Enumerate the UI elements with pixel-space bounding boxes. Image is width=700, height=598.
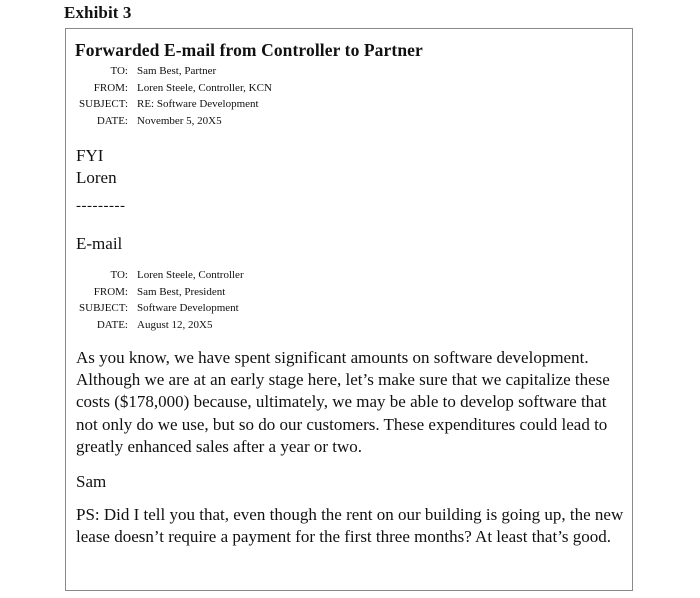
forwarded-from-value: Loren Steele, Controller, KCN	[137, 81, 272, 94]
forwarded-to-value: Sam Best, Partner	[137, 65, 217, 77]
forwarded-from-key: FROM:	[93, 81, 128, 94]
forwarded-date-key: DATE:	[96, 114, 128, 127]
forwarded-from-row	[74, 80, 272, 97]
separator-line: ---------	[76, 198, 126, 214]
original-date-value: August 12, 20X5	[137, 318, 213, 331]
forwarded-to-row	[74, 63, 272, 80]
original-email-label: E-mail	[76, 234, 123, 253]
original-email-signature: Sam	[76, 472, 107, 491]
forwarded-date-value: November 5, 20X5	[137, 114, 222, 127]
original-date-key: DATE:	[96, 318, 128, 331]
forwarded-email-headers	[74, 63, 272, 129]
original-from-value: Sam Best, President	[137, 285, 226, 298]
forwarded-email-title: Forwarded E-mail from Controller to Partner	[75, 40, 423, 60]
original-email-body: As you know, we have spent significant amounts on software development. Although we are at an early stage here, let’s make sure that we capitalize these costs ($178,000) because, ultimately, we may be able to develop software that not only do we use, but so do our customers. These expenditures could lead to greatly enhanced sales after a year or two.	[76, 348, 610, 456]
forwarded-note-fyi: FYI	[76, 146, 104, 165]
exhibit-label: Exhibit 3	[64, 3, 132, 22]
original-to-value: Loren Steele, Controller	[137, 269, 244, 281]
original-to-row	[74, 267, 244, 284]
original-email-headers	[74, 267, 244, 333]
forwarded-note-signature: Loren	[76, 168, 117, 187]
forwarded-to-key: TO:	[110, 65, 128, 77]
original-from-key: FROM:	[93, 285, 128, 298]
original-subject-value: Software Development	[137, 302, 239, 315]
original-subject-key: SUBJECT:	[79, 302, 128, 315]
original-to-key: TO:	[110, 269, 128, 281]
original-subject-row	[74, 300, 244, 317]
forwarded-date-row	[74, 113, 272, 130]
original-email-postscript: PS: Did I tell you that, even though the rent on our building is going up, the new lease doesn’t require a payment for the first three months? At least that’s good.	[76, 505, 624, 547]
original-date-row	[74, 317, 244, 334]
forwarded-subject-row	[74, 96, 272, 113]
forwarded-subject-value: RE: Software Development	[137, 98, 259, 111]
forwarded-subject-key: SUBJECT:	[79, 98, 128, 111]
original-from-row	[74, 284, 244, 301]
